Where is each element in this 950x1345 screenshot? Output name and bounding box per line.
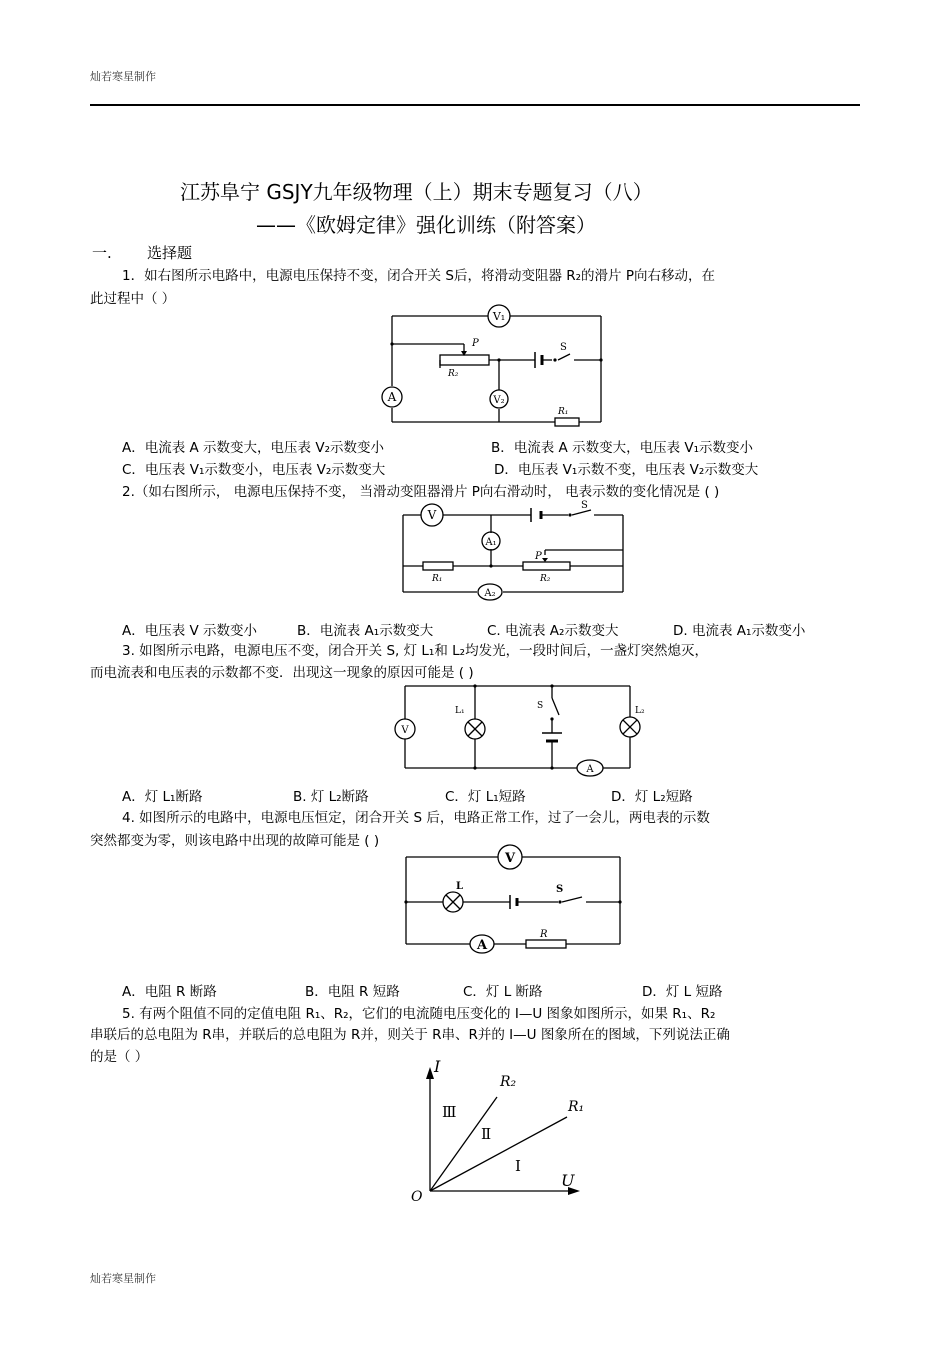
q4-option-b: B．电阻 R 短路 [305,984,400,1000]
q1-v2-label: V₂ [493,395,505,406]
q1-line-1: 1．如右图所示电路中，电源电压保持不变，闭合开关 S后，将滑动变阻器 R₂的滑片 P向右移动，在 [122,268,715,284]
q4-a-label: A [476,938,488,953]
q2-r1-label: R₁ [432,574,443,584]
q2-a1-label: A₁ [485,537,497,548]
q5-line-2: 串联后的总电阻为 R串，并联后的总电阻为 R并，则关于 R串、R并的 I—U 图象所在的图域，下列说法正确 [90,1027,730,1043]
q1-line-2: 此过程中（ ） [90,291,176,307]
q3-option-a: A．灯 L₁断路 [122,789,203,805]
q5-line-1: 5. 有两个阻值不同的定值电阻 R₁、R₂，它们的电流随电压变化的 I—U 图象如图所示，如果 R₁、R₂ [122,1006,716,1022]
q4-line-2: 突然都变为零，则该电路中出现的故障可能是 ( ) [90,833,380,849]
q4-line-1: 4. 如图所示的电路中，电源电压恒定，闭合开关 S 后，电路正常工作，过了一会儿，两电表的示数 [122,810,710,826]
q5-r1-label: R₁ [568,1099,585,1115]
q3-l2-label: L₂ [635,706,645,716]
title-line-1: 江苏阜宁 GSJY九年级物理（上）期末专题复习（八） [180,180,653,204]
q1-r2-label: R₂ [448,369,459,379]
header-rule [90,104,860,106]
q2-option-b: B．电流表 A₁示数变大 [297,623,434,639]
q3-v-label: V [401,725,409,736]
q2-s-label: S [581,500,588,511]
q2-line-1: 2.（如右图所示， 电源电压保持不变， 当滑动变阻器滑片 P向右滑动时， 电表示数的变化情况是 ( ) [122,484,720,500]
q2-r2-label: R₂ [540,574,551,584]
q4-s-label: S [556,884,564,895]
q5-line-3: 的是（ ） [90,1049,149,1065]
header-text: 灿若寒星制作 [90,70,156,83]
q5-iu-graph [405,1055,605,1205]
q1-circuit-diagram [380,308,615,433]
q1-r1-label: R₁ [558,407,569,417]
q4-v-label: V [504,851,516,866]
q5-r2-label: R₂ [500,1074,517,1090]
q5-axis-u: U [561,1171,575,1190]
q5-region-3: Ⅲ [442,1103,457,1121]
section-name: 选择题 [147,244,193,262]
q2-a2-label: A₂ [484,588,496,599]
q2-option-c: C. 电流表 A₂示数变大 [487,623,619,639]
q1-option-c: C．电压表 V₁示数变小，电压表 V₂示数变大 [122,462,386,478]
q3-circuit-diagram [393,681,645,776]
q4-option-d: D．灯 L 短路 [642,984,723,1000]
q1-a-label: A [387,390,397,404]
q5-region-2: Ⅱ [481,1125,492,1143]
q3-option-c: C．灯 L₁短路 [445,789,526,805]
q4-option-a: A．电阻 R 断路 [122,984,217,1000]
q5-origin: O [411,1189,423,1205]
q5-axis-i: I [434,1057,441,1076]
q1-option-b: B．电流表 A 示数变大，电压表 V₁示数变小 [491,440,754,456]
q1-v1-label: V₁ [492,310,506,323]
q2-circuit-diagram [395,500,635,605]
q3-option-b: B. 灯 L₂断路 [293,789,369,805]
section-number: 一. [92,244,112,262]
q1-option-a: A．电流表 A 示数变大，电压表 V₂示数变小 [122,440,384,456]
q3-a-label: A [586,764,594,775]
q4-l-label: L [456,881,464,892]
q1-s-label: S [560,342,567,353]
q3-line-1: 3. 如图所示电路，电源电压不变，闭合开关 S, 灯 L₁和 L₂均发光，一段时间后，一盏灯突然熄灭， [122,643,709,659]
q3-s-label: S [537,701,544,711]
q5-region-1: Ⅰ [515,1157,521,1175]
q4-option-c: C．灯 L 断路 [463,984,543,1000]
title-line-2: ——《欧姆定律》强化训练（附答案） [256,213,596,237]
q2-option-a: A．电压表 V 示数变小 [122,623,258,639]
footer-text: 灿若寒星制作 [90,1272,156,1285]
q2-option-d: D. 电流表 A₁示数变小 [673,623,806,639]
q2-v-label: V [427,508,437,522]
q3-line-2: 而电流表和电压表的示数都不变．出现这一现象的原因可能是 ( ) [90,665,474,681]
q3-option-d: D．灯 L₂短路 [611,789,693,805]
q1-option-d: D．电压表 V₁示数不变，电压表 V₂示数变大 [494,462,759,478]
q4-circuit-diagram [398,847,630,957]
q4-r-label: R [540,929,548,940]
q2-p-label: P [535,551,542,562]
q3-l1-label: L₁ [455,706,465,716]
q1-p-label: P [472,338,479,349]
